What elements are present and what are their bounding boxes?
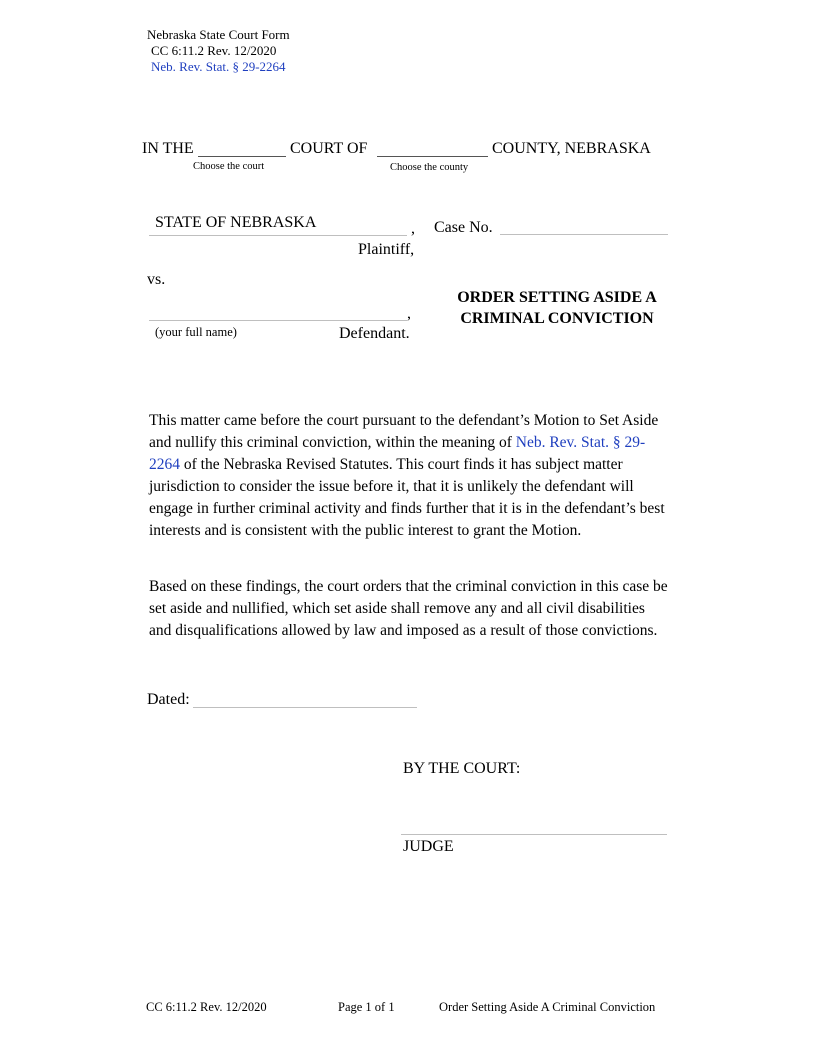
- statute-link[interactable]: Neb. Rev. Stat. § 29-2264: [151, 59, 286, 74]
- defendant-comma: ,: [407, 305, 411, 322]
- footer-title: Order Setting Aside A Criminal Conviction: [439, 1000, 656, 1014]
- order-paragraph-2: Based on these findings, the court orders that the criminal conviction in this case be set aside and nullified, which set aside shall remove any and all civil disabilities and disqualifications allowed by law and imposed as a result of those convictions.: [149, 578, 668, 639]
- date-field[interactable]: [193, 707, 417, 708]
- document-title: [437, 287, 677, 329]
- county-placeholder: Choose the county: [390, 162, 469, 173]
- defendant-name-field[interactable]: [149, 320, 407, 321]
- defendant-hint: (your full name): [155, 325, 237, 339]
- judge-label: JUDGE: [403, 838, 454, 855]
- county-nebraska-label: COUNTY, NEBRASKA: [492, 140, 651, 157]
- paragraph-1-text-start: This matter came before the court pursuant to the defendant’s Motion to Set Aside and nullify this criminal conviction, within the meaning of: [149, 412, 659, 451]
- defendant-label: Defendant.: [339, 325, 410, 342]
- document-title-line-1: ORDER SETTING ASIDE A: [457, 289, 657, 306]
- plaintiff-label: Plaintiff,: [358, 241, 415, 258]
- order-paragraph-1: [149, 410, 669, 542]
- plaintiff-comma: ,: [411, 220, 415, 237]
- plaintiff-name: STATE OF NEBRASKA: [155, 214, 317, 231]
- in-the-label: IN THE: [142, 140, 194, 157]
- court-placeholder: Choose the court: [193, 161, 265, 172]
- vs-label: vs.: [147, 271, 166, 288]
- statute-reference-link[interactable]: Neb. Rev. Stat. § 29-2264: [149, 434, 646, 473]
- county-select-field[interactable]: [377, 156, 488, 157]
- form-number: CC 6:11.2 Rev. 12/2020: [151, 43, 277, 58]
- paragraph-1-text-end: of the Nebraska Revised Statutes. This court finds it has subject matter jurisdiction to consider the issue before it, that it is unlikely the defendant will engage in further criminal activity and finds further that it is in the defendant’s best interests and is consistent with the public interest to grant the Motion.: [149, 456, 665, 539]
- document-title-line-2: CRIMINAL CONVICTION: [460, 310, 654, 327]
- by-the-court-label: BY THE COURT:: [403, 760, 521, 777]
- judge-signature-line[interactable]: [401, 834, 667, 835]
- plaintiff-field[interactable]: [149, 235, 407, 236]
- footer-page-number: Page 1 of 1: [338, 1000, 395, 1014]
- court-select-field[interactable]: [198, 156, 286, 157]
- case-number-field[interactable]: [500, 234, 668, 235]
- footer-form-number: CC 6:11.2 Rev. 12/2020: [146, 1000, 267, 1014]
- form-name: Nebraska State Court Form: [147, 27, 290, 42]
- dated-label: Dated:: [147, 691, 190, 708]
- case-no-label: Case No.: [434, 219, 493, 236]
- court-of-label: COURT OF: [290, 140, 368, 157]
